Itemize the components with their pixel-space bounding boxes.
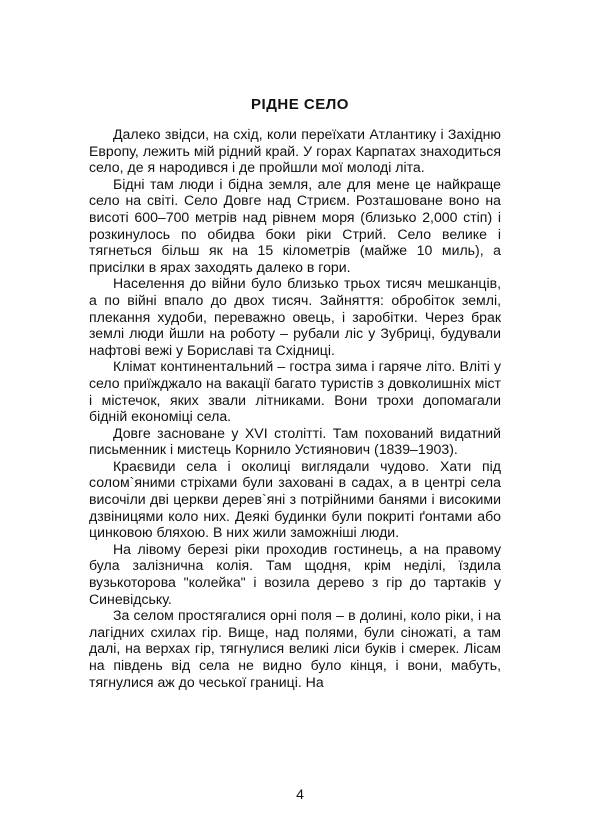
paragraph: Далеко звідси, на схід, коли переїхати Атлантику і Західню Европу, лежить мій рідний край. У горах Карпатах знаходиться село, де я народився і де пройшли мої молоді літа. (89, 126, 501, 176)
paragraph: Бідні там люди і бідна земля, але для мене це найкраще село на світі. Село Довге над Стриєм. Розташоване воно на висоті 600–700 метрів над рівнем моря (близько 2,000 стіп) і розкинулось по обидва боки ріки Стрий. Село велике і тягнеться більш як на 15 кілометрів (майже 10 миль), а присілки в ярах заходять далеко в гори. (89, 175, 501, 275)
paragraph: Клімат континентальний – гостра зима і гаряче літо. Вліті у село приїжджало на вакації багато туристів з довколишніх міст і містечок, яких звали літниками. Вони трохи допомагали бідній економіці села. (89, 358, 501, 425)
paragraph: На лівому березі ріки проходив гостинець, а на правому була залізнична колія. Там щодня, крім неділі, їздила вузькоторова "колейка" і возила дерево з гір до тартаків у Синевідську. (89, 540, 501, 607)
page-number: 4 (296, 786, 304, 802)
body-text (89, 126, 501, 690)
paragraph: Краєвиди села і околиці виглядали чудово. Хати під солом`яними стріхами були заховані в садах, а в центрі села височіли дві церкви дерев`яні з потрійними банями і високими дзвіницями коло них. Деякі будинки були покриті ґонтами або цинковою бляхою. В них жили заможніші люди. (89, 457, 501, 541)
paragraph: Населення до війни було близько трьох тисяч мешканців, а по війні впало до двох тисяч. Зайняття: обробіток землі, плекання худоби, переважно овець, і заробітки. Через брак землі люди йшли на роботу – рубали ліс у Зубриці, будували нафтові вежі у Бориславі та Східниці. (89, 275, 501, 358)
paragraph: Довге засноване у XVI столітті. Там похований видатний письменник і мистець Корнило Устиянович (1839–1903). (89, 424, 501, 458)
paragraph: За селом простягалися орні поля – в долині, коло ріки, і на лагідних схилах гір. Вище, над полями, були сіножаті, а там далі, на верхах гір, тягнулися великі ліси буків і смерек. Лісам на південь від села не видно було кінця, і вони, мабуть, тягнулися аж до чеської границі. На (89, 607, 501, 690)
page-title: РІДНЕ СЕЛО (251, 96, 349, 113)
